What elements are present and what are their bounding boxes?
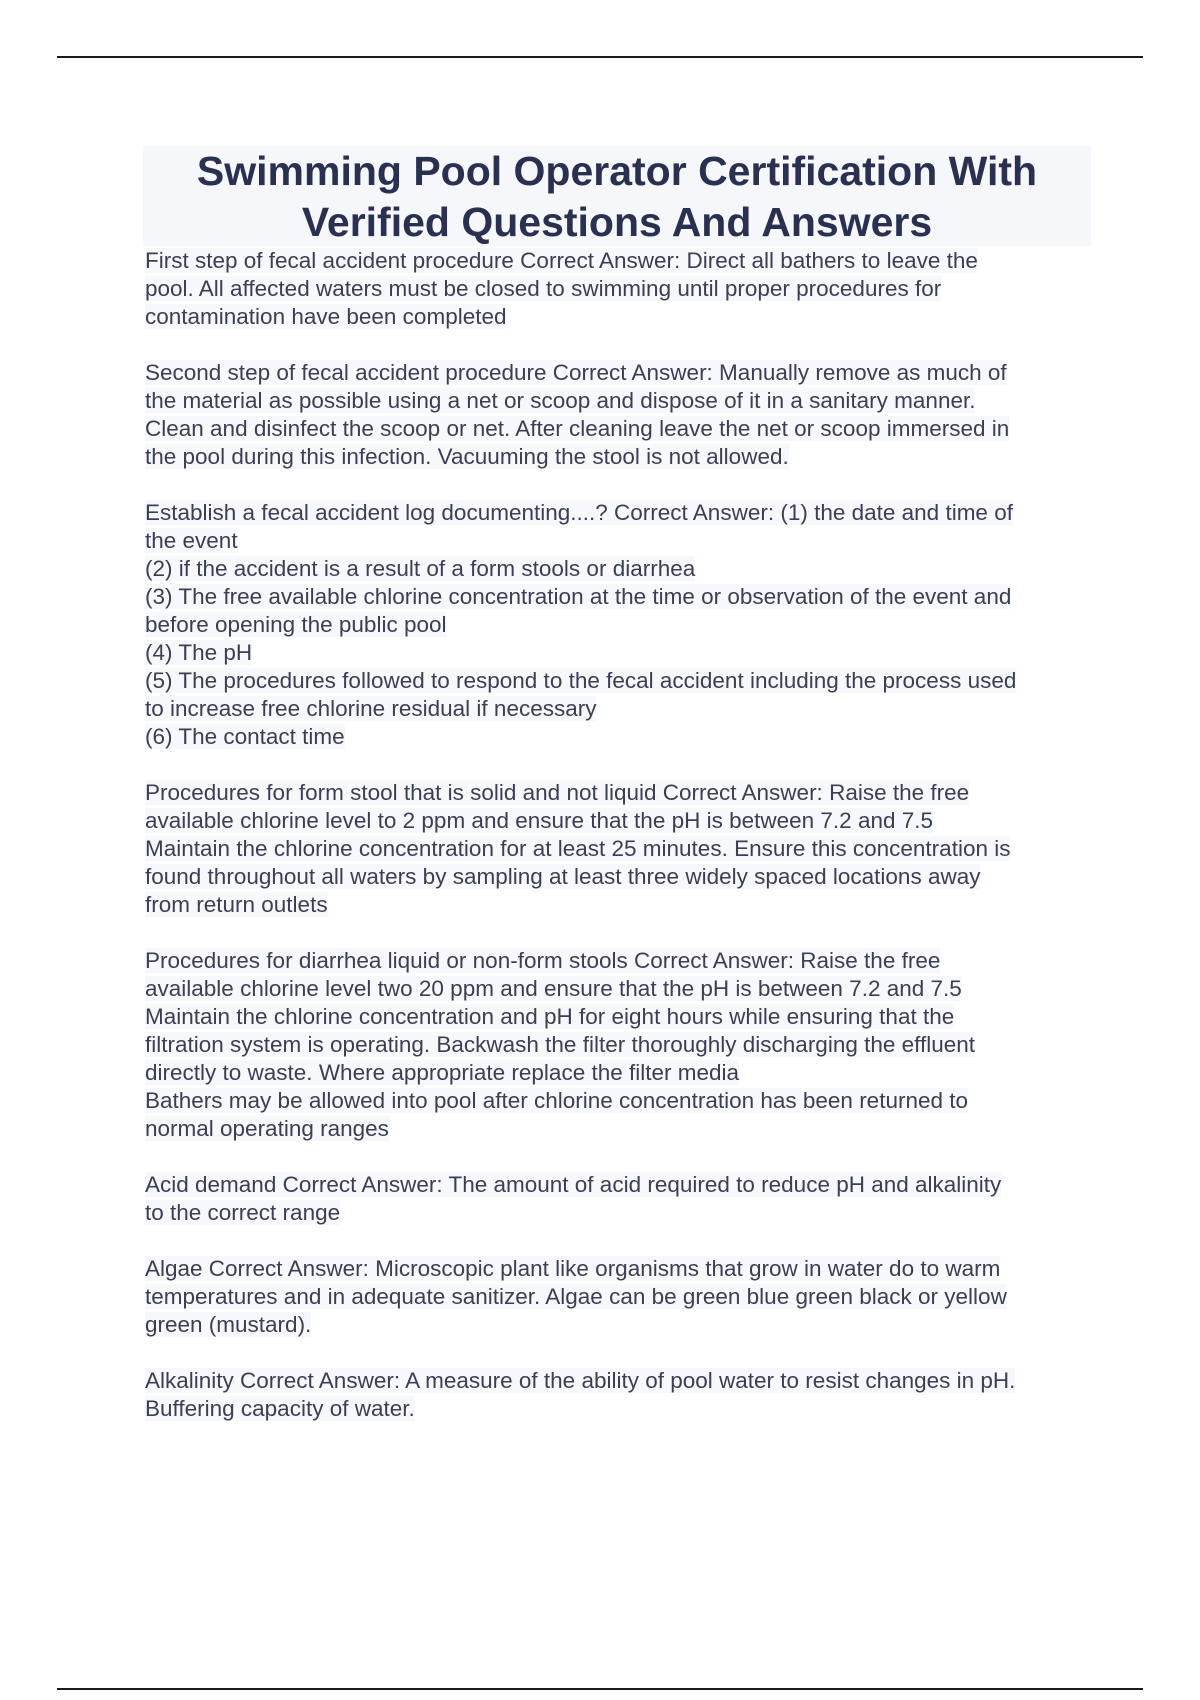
entry-line: (6) The contact time bbox=[145, 724, 345, 749]
entry-line: Acid demand Correct Answer: The amount of acid required to reduce pH and alkalinity bbox=[145, 1172, 1002, 1197]
entry-line: available chlorine level two 20 ppm and ensure that the pH is between 7.2 and 7.5 bbox=[145, 976, 962, 1001]
qa-entry-algae bbox=[145, 1255, 1090, 1339]
entry-line: First step of fecal accident procedure Correct Answer: Direct all bathers to leave the bbox=[145, 248, 978, 273]
title-line-1: Swimming Pool Operator Certification With bbox=[196, 148, 1038, 194]
qa-entry-fecal-first-step bbox=[145, 247, 1090, 331]
entry-line: Algae Correct Answer: Microscopic plant like organisms that grow in water do to warm bbox=[145, 1256, 1001, 1281]
entry-line: to the correct range bbox=[145, 1200, 341, 1225]
entry-line: green (mustard). bbox=[145, 1312, 312, 1337]
entry-line: Establish a fecal accident log documenting....? Correct Answer: (1) the date and time of bbox=[145, 500, 1013, 525]
entry-line: pool. All affected waters must be closed to swimming until proper procedures for bbox=[145, 276, 942, 301]
entry-line: contamination have been completed bbox=[145, 304, 507, 329]
entry-line: temperatures and in adequate sanitizer. Algae can be green blue green black or yellow bbox=[145, 1284, 1007, 1309]
entry-line: normal operating ranges bbox=[145, 1116, 389, 1141]
entry-line: (5) The procedures followed to respond to the fecal accident including the process used bbox=[145, 668, 1017, 693]
bottom-rule bbox=[57, 1688, 1143, 1690]
entry-line: (2) if the accident is a result of a form stools or diarrhea bbox=[145, 556, 696, 581]
entry-line: Buffering capacity of water. bbox=[145, 1396, 415, 1421]
qa-entry-alkalinity bbox=[145, 1367, 1090, 1423]
qa-entry-fecal-log bbox=[145, 499, 1090, 751]
qa-list bbox=[145, 247, 1090, 1451]
top-rule bbox=[57, 56, 1143, 58]
entry-line: the pool during this infection. Vacuuming the stool is not allowed. bbox=[145, 444, 789, 469]
entry-line: to increase free chlorine residual if necessary bbox=[145, 696, 597, 721]
entry-line: Procedures for diarrhea liquid or non-form stools Correct Answer: Raise the free bbox=[145, 948, 941, 973]
entry-line: from return outlets bbox=[145, 892, 328, 917]
entry-line: available chlorine level to 2 ppm and ensure that the pH is between 7.2 and 7.5 bbox=[145, 808, 934, 833]
qa-entry-fecal-second-step bbox=[145, 359, 1090, 471]
entry-line: found throughout all waters by sampling at least three widely spaced locations away bbox=[145, 864, 981, 889]
entry-line: Second step of fecal accident procedure Correct Answer: Manually remove as much of bbox=[145, 360, 1007, 385]
entry-line: Alkalinity Correct Answer: A measure of the ability of pool water to resist changes in pH. bbox=[145, 1368, 1016, 1393]
qa-entry-acid-demand bbox=[145, 1171, 1090, 1227]
entry-line: Maintain the chlorine concentration and pH for eight hours while ensuring that the bbox=[145, 1004, 955, 1029]
qa-entry-form-stool bbox=[145, 779, 1090, 919]
entry-line: filtration system is operating. Backwash the filter thoroughly discharging the effluent bbox=[145, 1032, 976, 1057]
entry-line: Procedures for form stool that is solid and not liquid Correct Answer: Raise the free bbox=[145, 780, 970, 805]
title-line-2: Verified Questions And Answers bbox=[301, 199, 933, 245]
entry-line: directly to waste. Where appropriate replace the filter media bbox=[145, 1060, 740, 1085]
entry-line: Bathers may be allowed into pool after chlorine concentration has been returned to bbox=[145, 1088, 969, 1113]
entry-line: Maintain the chlorine concentration for at least 25 minutes. Ensure this concentration is bbox=[145, 836, 1011, 861]
entry-line: (3) The free available chlorine concentration at the time or observation of the event and bbox=[145, 584, 1012, 609]
entry-line: before opening the public pool bbox=[145, 612, 447, 637]
entry-line: Clean and disinfect the scoop or net. After cleaning leave the net or scoop immersed in bbox=[145, 416, 1010, 441]
entry-line: the material as possible using a net or scoop and dispose of it in a sanitary manner. bbox=[145, 388, 976, 413]
page-title bbox=[143, 146, 1091, 248]
entry-line: the event bbox=[145, 528, 238, 553]
entry-line: (4) The pH bbox=[145, 640, 253, 665]
qa-entry-diarrhea bbox=[145, 947, 1090, 1143]
